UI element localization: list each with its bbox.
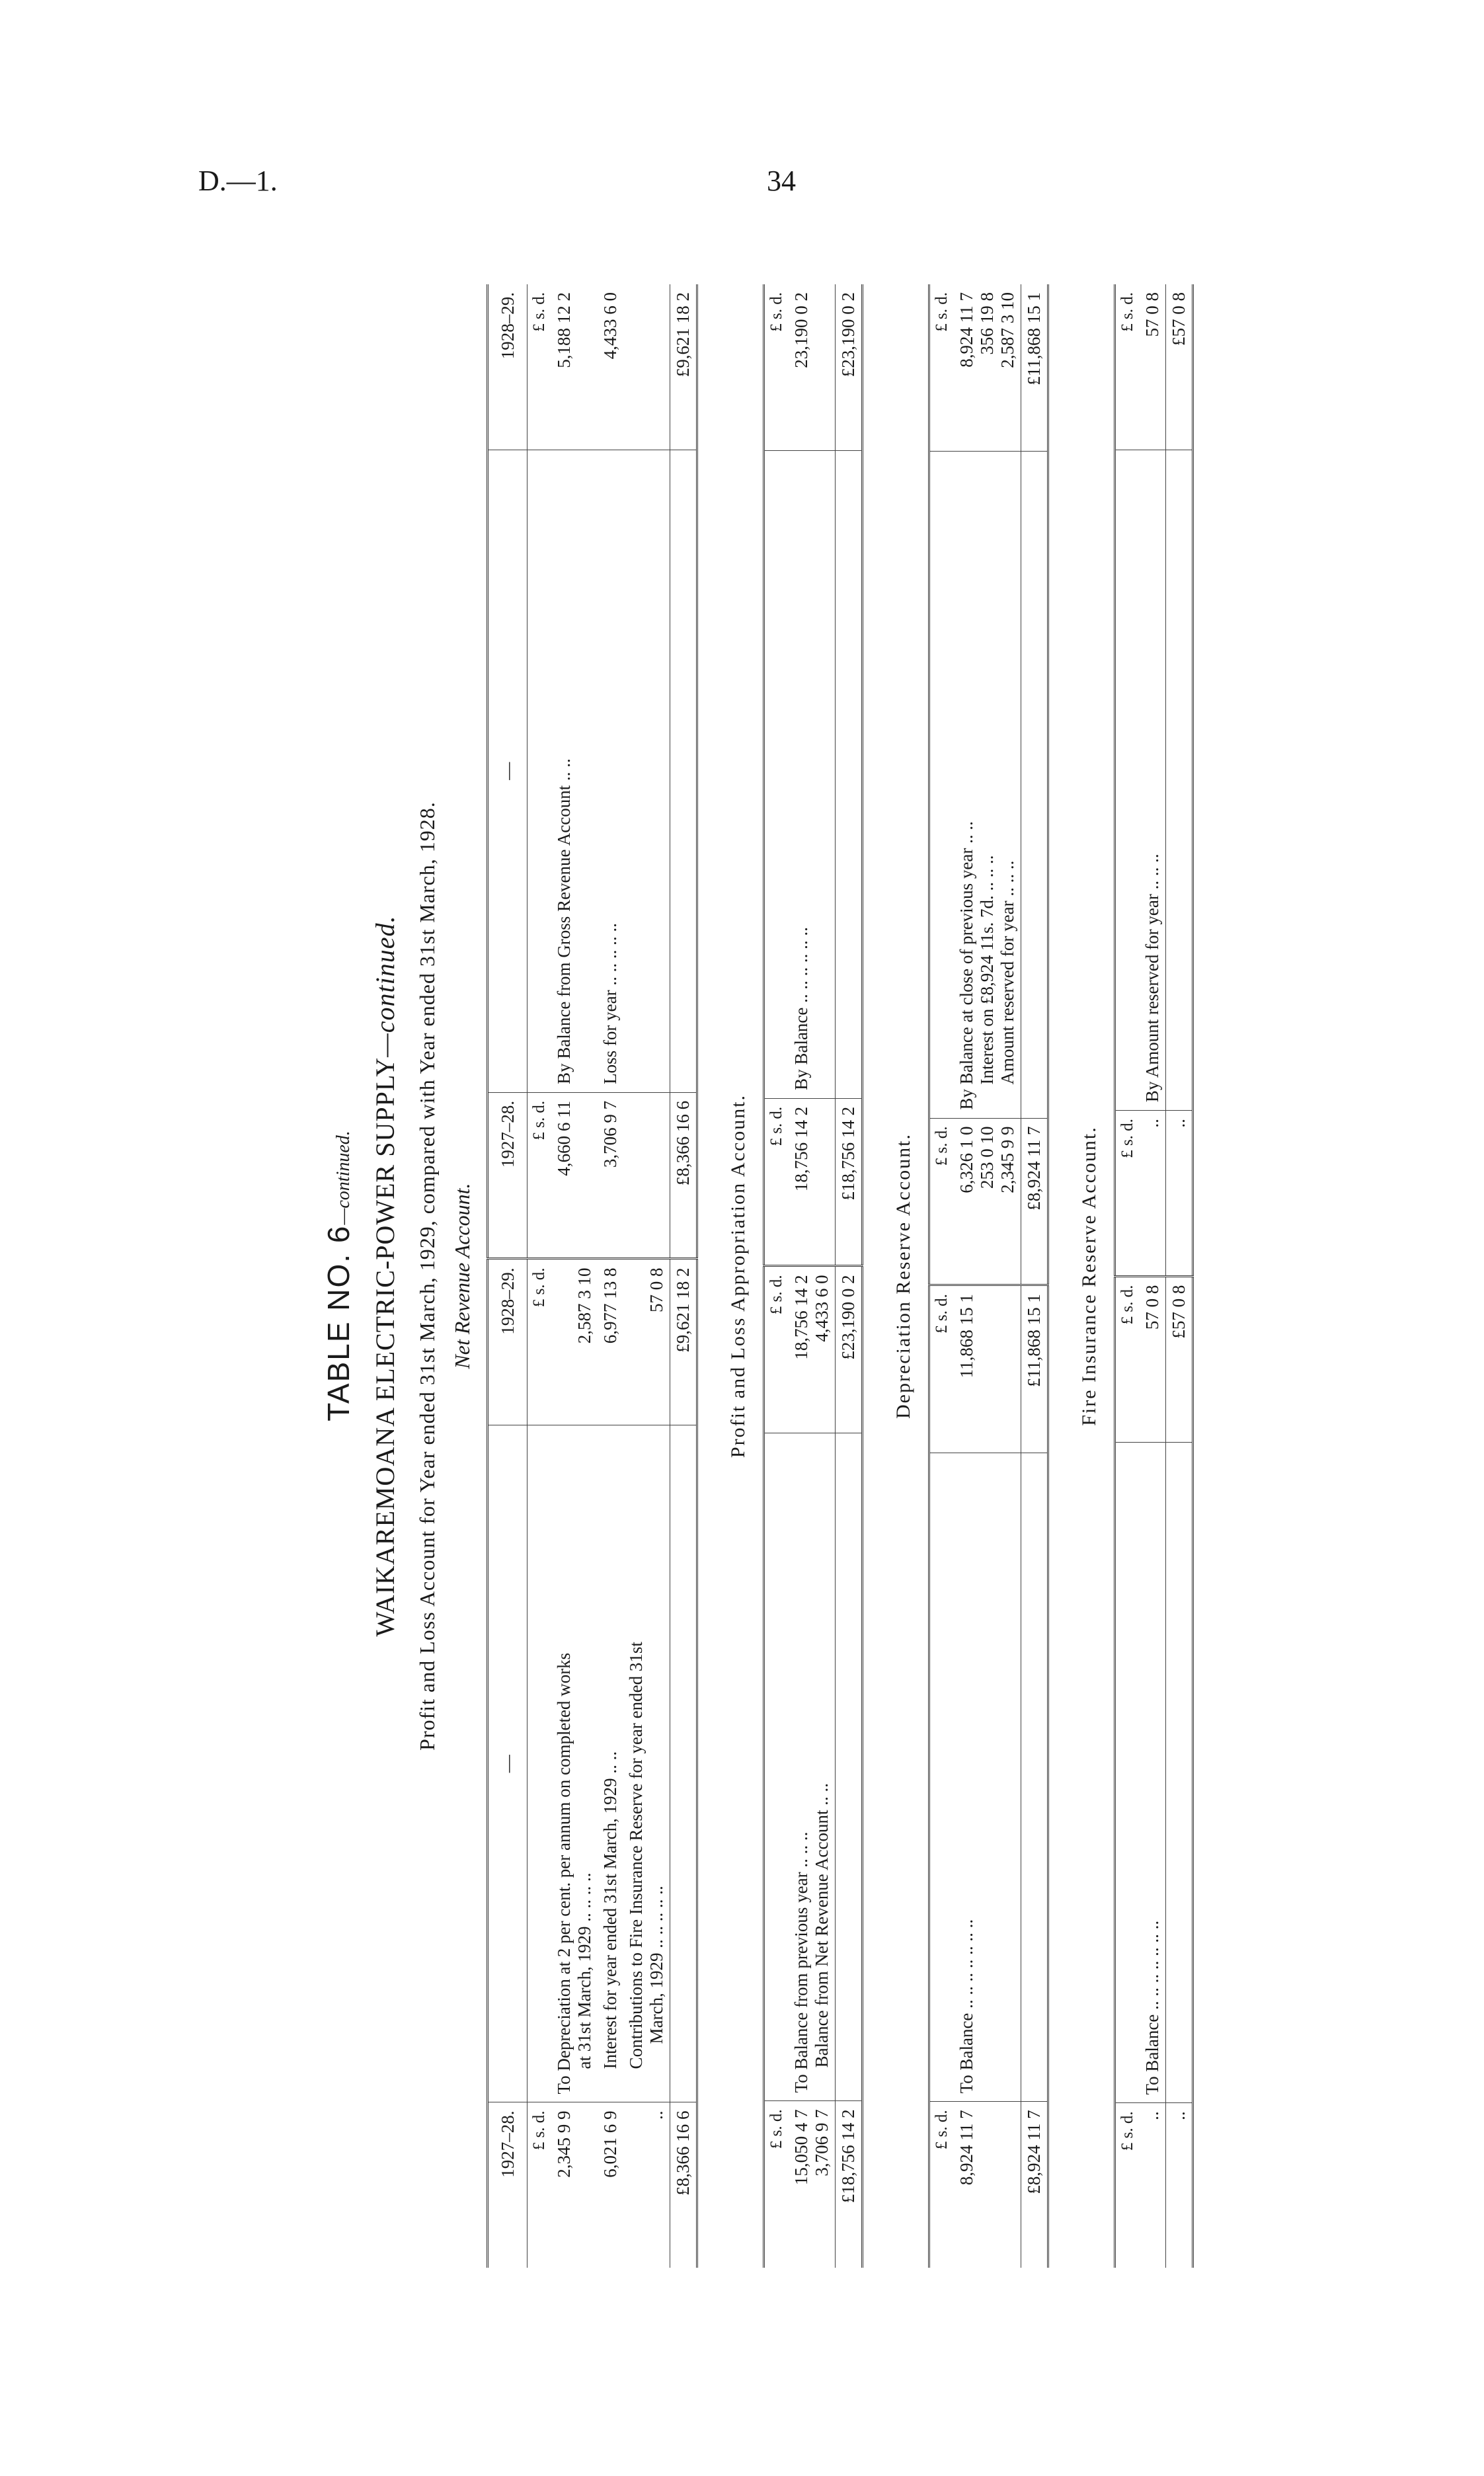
amount-prev: 6,021 6 9: [600, 2110, 620, 2178]
total-right-prev: £8,366 16 6: [670, 1092, 697, 1259]
amount-cur: 57 0 8: [1140, 1276, 1166, 1443]
amount-prev: 2,345 9 9: [554, 2110, 574, 2178]
amount-cur: 6,977 13 8: [598, 1259, 623, 1425]
units-label: £ s. d.: [527, 1092, 552, 1259]
amount-cur: 57 0 8: [623, 1259, 670, 1425]
amount-cur: 57 0 8: [1140, 284, 1166, 450]
table-row: [598, 284, 623, 2268]
appropriation-table: [763, 284, 863, 2268]
entry-description: Contributions to Fire Insurance Reserve for year ended 31st March, 1929 .. .. .. .. ..: [623, 1425, 670, 2102]
table-row: [623, 284, 670, 2268]
fire-insurance-title: Fire Insurance Reserve Account.: [1078, 1126, 1100, 1426]
totals-row: .. £57 0 8 .. £57 0 8: [1166, 284, 1193, 2268]
table-row: [551, 284, 598, 2268]
col-header-left-prev: 1927–28.: [488, 2102, 527, 2268]
units-label: £ s. d.: [527, 284, 552, 450]
amount-cur: 8,924 11 7 356 19 8 2,587 3 10: [954, 284, 1021, 451]
entry-description: By Balance .. .. .. .. .. ..: [789, 450, 836, 1098]
net-revenue-table: [487, 284, 698, 2268]
amount-cur: 11,868 15 1: [954, 1285, 1021, 1453]
table-title: TABLE NO. 6—continued.: [321, 1131, 356, 1421]
entry-description: To Depreciation at 2 per cent. per annum on completed works at 31st March, 1929 .. .. .. ..: [551, 1425, 598, 2102]
amount-cur: 23,190 0 2: [789, 284, 836, 450]
units-label: £ s. d.: [530, 2110, 548, 2151]
totals-row: £18,756 14 2 £23,190 0 2 £18,756 14 2 £23,190 0 2: [836, 284, 863, 2268]
col-header-right-prev: 1927–28.: [488, 1092, 527, 1259]
table-row: [954, 284, 1021, 2268]
amount-cur: 5,188 12 2: [551, 284, 598, 450]
units-row: £ s. d. £ s. d. £ s. d. £ s. d.: [929, 284, 955, 2268]
totals-row: [670, 284, 697, 2268]
amount-prev: 4,660 6 11: [551, 1092, 598, 1259]
entry-description: To Balance .. .. .. .. .. .. ..: [954, 1453, 1021, 2102]
table-row: [789, 284, 836, 2268]
amount-cur: 4,433 6 0: [598, 284, 623, 450]
entry-description: To Balance from previous year .. .. .. Balance from Net Revenue Account .. ..: [789, 1433, 836, 2100]
amount-prev: 18,756 14 2: [789, 1098, 836, 1266]
page-number: 34: [767, 165, 796, 197]
depreciation-table: [928, 284, 1049, 2268]
amount-cur: 2,587 3 10: [551, 1259, 598, 1425]
amount-prev: 3,706 9 7: [598, 1092, 623, 1259]
entry-description: By Balance from Gross Revenue Account .. ..: [551, 450, 598, 1092]
entry-description: By Balance at close of previous year .. .. Interest on £8,924 11s. 7d. .. .. .. Amount reserved for year .. .. ..: [954, 451, 1021, 1118]
entry-description: Interest for year ended 31st March, 1929 .. ..: [598, 1425, 623, 2102]
totals-row: £8,924 11 7 £11,868 15 1 £8,924 11 7 £11,868 15 1: [1021, 284, 1048, 2268]
rotated-content: [307, 218, 1378, 2334]
total-left-prev: £8,366 16 6: [670, 2102, 697, 2268]
col-header-right-cur: 1928–29.: [488, 284, 527, 450]
fire-insurance-table: [1114, 284, 1194, 2268]
amount-prev: 8,924 11 7: [957, 2110, 976, 2186]
col-header-right-desc: —: [488, 450, 527, 1092]
appropriation-title: Profit and Loss Appropriation Account.: [727, 1094, 749, 1458]
units-row: £ s. d. £ s. d. £ s. d. £ s. d.: [1115, 284, 1140, 2268]
entry-description: Loss for year .. .. .. .. ..: [598, 450, 623, 1092]
units-row: [527, 284, 552, 2268]
amount-cur: 18,756 14 2 4,433 6 0: [789, 1266, 836, 1433]
amount-prev: 15,050 4 7 3,706 9 7: [791, 2109, 832, 2186]
amount-prev: ..: [1142, 2111, 1162, 2120]
total-right-cur: £9,621 18 2: [670, 284, 697, 450]
units-label: £ s. d.: [527, 1259, 552, 1425]
table-header-row: [488, 284, 527, 2268]
account-heading: Profit and Loss Account for Year ended 31st March, 1929, compared with Year ended 31st March, 1928.: [415, 801, 439, 1751]
amount-prev: 6,326 1 0 253 0 10 2,345 9 9: [954, 1118, 1021, 1285]
col-header-left-cur: 1928–29.: [488, 1259, 527, 1425]
depreciation-title: Depreciation Reserve Account.: [892, 1133, 914, 1419]
col-header-left-desc: —: [488, 1425, 527, 2102]
table-subtitle: WAIKAREMOANA ELECTRIC-POWER SUPPLY—continued.: [370, 915, 400, 1637]
amount-prev: ..: [1140, 1111, 1166, 1277]
entry-description: To Balance .. .. .. .. .. .. ..: [1140, 1443, 1166, 2103]
total-left-cur: £9,621 18 2: [670, 1259, 697, 1425]
entry-description: By Amount reserved for year .. .. ..: [1140, 450, 1166, 1110]
page-header: [198, 164, 1230, 204]
amount-prev: ..: [646, 2110, 666, 2120]
table-row: [1140, 284, 1166, 2268]
document-reference: D.—1.: [198, 165, 278, 197]
units-row: £ s. d. £ s. d. £ s. d. £ s. d.: [764, 284, 789, 2268]
net-revenue-caption: Net Revenue Account.: [450, 1183, 474, 1369]
